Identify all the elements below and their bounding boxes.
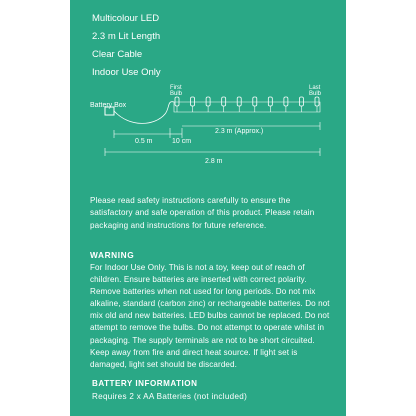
spec-item: Multicolour LED — [92, 13, 160, 24]
total-length: 2.8 m — [205, 158, 223, 165]
last-bulb-label: Last — [309, 85, 321, 91]
led-bulb — [206, 97, 210, 106]
led-bulb — [315, 97, 319, 106]
battery-info-title: BATTERY INFORMATION — [92, 379, 198, 388]
battery-info-text: Requires 2 x AA Batteries (not included) — [92, 392, 248, 401]
bulbs — [175, 97, 319, 112]
led-bulb — [299, 97, 303, 106]
led-bulb — [237, 97, 241, 106]
packaging-panel — [70, 0, 346, 416]
first-bulb-label: Bulb — [170, 91, 183, 97]
led-bulb — [284, 97, 288, 106]
led-bulb — [222, 97, 226, 106]
light-string-diagram — [70, 78, 346, 170]
spec-item: 2.3 m Lit Length — [92, 31, 161, 42]
warning-title: WARNING — [90, 250, 135, 260]
battery-box-label: Battery Box — [90, 102, 127, 109]
led-bulb — [175, 97, 179, 106]
safety-instructions: Please read safety instructions carefully to ensure the satisfactory and safe operation of this product. Please retain packaging and instructions for future reference. — [90, 196, 315, 230]
warning-text: For Indoor Use Only. This is not a toy, keep out of reach of children. Ensure batteries are inserted with correct polarity. Remove batteries when not used for long periods. Do not mix alkaline, standard (carbon zinc) or rechargeable batteries. Do not mix old and new batteries. LED bulbs cannot be replaced. Do not attempt to remove the bulbs. Do not attempt to operate whilst in packaging. The supply terminals are not to be short circuited. Keep away from fire and direct heat source. If light set is damaged, light set should be discarded. — [90, 263, 330, 369]
spec-item: Clear Cable — [92, 49, 143, 60]
gap-length: 10 cm — [172, 138, 192, 145]
lit-length: 2.3 m (Approx.) — [215, 128, 264, 135]
led-bulb — [253, 97, 257, 106]
spec-item: Indoor Use Only — [92, 67, 161, 78]
led-bulb — [268, 97, 272, 106]
lead-length: 0.5 m — [135, 138, 153, 145]
led-bulb — [191, 97, 195, 106]
lit-cable — [174, 102, 320, 112]
first-bulb-label: First — [170, 85, 182, 91]
last-bulb-label: Bulb — [309, 91, 322, 97]
product-specs — [92, 10, 161, 82]
